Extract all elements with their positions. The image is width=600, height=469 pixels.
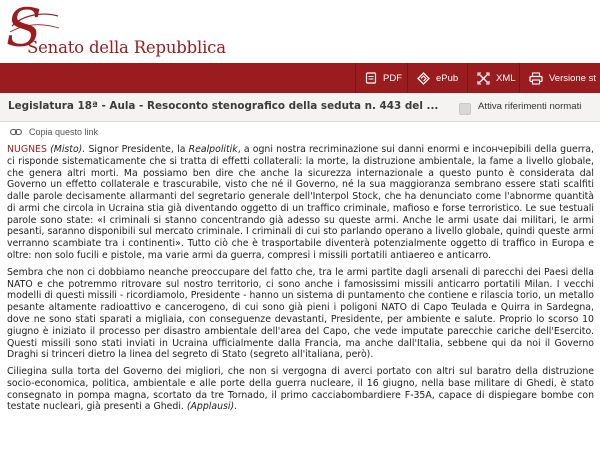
- speech-text-segment: , a ogni nostra recriminazione sui danni enormi e incончepibili della guerra, ci risponde sistematicamente che si tratta di effetti collaterali: la morte, la distruzione ambientale, la fame a livello globale, che genera altri morti. Ma possiamo ben dire che anche la sicurezza internazionale a questo punto è considerata dal Governo un effetto collaterale e trascurabile, visto che né il Governo, né la sua maggioranza sembrano essere stati scalfiti dalle parole decisamente allarmanti del segretario generale dell'Interpol Stock, che ha denunciato come l'abnorme quantità di armi che circola in Ucraina stia già diventando oggetto di un traffico criminale, mafioso e forse terroristico. Le sue testuali parole sono state: «I criminali si stanno concentrando già adesso su queste armi. Anche le armi usate dai militari, le armi pesanti, saranno disponibili sul mercato criminale. I criminali di cui sto parlando operano a livello globale, quindi queste armi verranno scambiate tra i continenti». Tutto ciò che è trasportabile diventerà potenzialmente oggetto di traffico in Europa e oltre: non solo fucili e pistole, ma varie armi da guerra, compresi i missili portatili antiaereo e anticarro.: [7, 144, 594, 262]
- speech-paragraph: [7, 144, 594, 262]
- site-name[interactable]: Senato della Repubblica: [27, 38, 226, 57]
- speech-text-segment: Signor Presidente, la: [85, 144, 189, 155]
- toolbar: [0, 63, 600, 93]
- speech-text-segment: Ciliegina sulla torta del Governo dei migliori, che non si vergogna di averci portato con altri sul baratro della distruzione socio-economica, politica, ambientale e alle porte della guerra nucleare, il 16 giugno, nella base militare di Ghedi, è stato consegnato in pompa magna, scortato da tre Tornado, il primo cacciabombardiere F-35A, capace di dispiegare bombe con testate nucleari, già presenti a Ghedi.: [7, 366, 594, 413]
- site-header: [0, 0, 600, 63]
- document-title: Legislatura 18ª - Aula - Resoconto stenografico della seduta n. 443 del ...: [8, 100, 439, 112]
- xml-label: XML: [496, 72, 516, 84]
- speech-italic: Realpolitik: [188, 144, 238, 155]
- pdf-button[interactable]: [355, 63, 407, 93]
- copy-link-button[interactable]: [10, 127, 98, 137]
- speaker-group: (Misto).: [50, 144, 86, 155]
- references-toggle-checkbox[interactable]: [459, 103, 471, 115]
- speech-italic: (Applausi): [186, 401, 235, 413]
- epub-label: ePub: [436, 72, 459, 84]
- title-bar: [0, 93, 600, 122]
- xml-icon: [477, 72, 490, 85]
- link-icon: [10, 128, 22, 136]
- print-icon: [529, 72, 543, 85]
- speaker-name[interactable]: NUGNES: [7, 144, 47, 155]
- print-version-label: Versione st: [549, 72, 596, 84]
- copy-link-label: Copia questo link: [29, 127, 99, 137]
- speech-paragraph: [7, 366, 594, 413]
- speech-text-segment: .: [234, 401, 238, 413]
- print-version-button[interactable]: [519, 63, 600, 93]
- logo-letter: S: [6, 2, 42, 54]
- speech-paragraph: Sembra che non ci dobbiamo neanche preoccupare del fatto che, tra le armi partite dagli arsenali di parecchi dei Paesi della NATO e che potremmo ritrovare sul nostro territorio, ci sono anche i famosissimi missili anticarro portatili Milan. I vecchi modelli di questi missili - ricordiamolo, Presidente - hanno un sistema di puntamento che contiene e rilascia torio, un metallo pesante altamente radioattivo e cancerogeno, di cui sono già pieni i poligoni NATO di Capo Teulada e Quirra in Sardegna, dove ne sono stati sparati a migliaia, con conseguenze devastanti, Presidente, per ambiente e salute. Proprio lo scorso 10 giugno è iniziato il processo per disastro ambientale dell'area del Capo, che vede imputate parecchie cariche dell'Esercito. Questi missili sono stati inviati in Ucraina ufficialmente dalla Francia, ma anche dall'Italia, sebbene qui da noi il Governo Draghi si trinceri dietro la linea del segreto di Stato (segreto all'italiana, però).: [7, 266, 594, 361]
- epub-button[interactable]: [407, 63, 467, 93]
- references-toggle-label[interactable]: Attiva riferimenti normati: [478, 101, 582, 112]
- speech-text: [7, 144, 594, 418]
- pdf-label: PDF: [383, 72, 402, 84]
- xml-button[interactable]: [467, 63, 519, 93]
- pdf-icon: [365, 72, 377, 84]
- epub-icon: [417, 72, 430, 85]
